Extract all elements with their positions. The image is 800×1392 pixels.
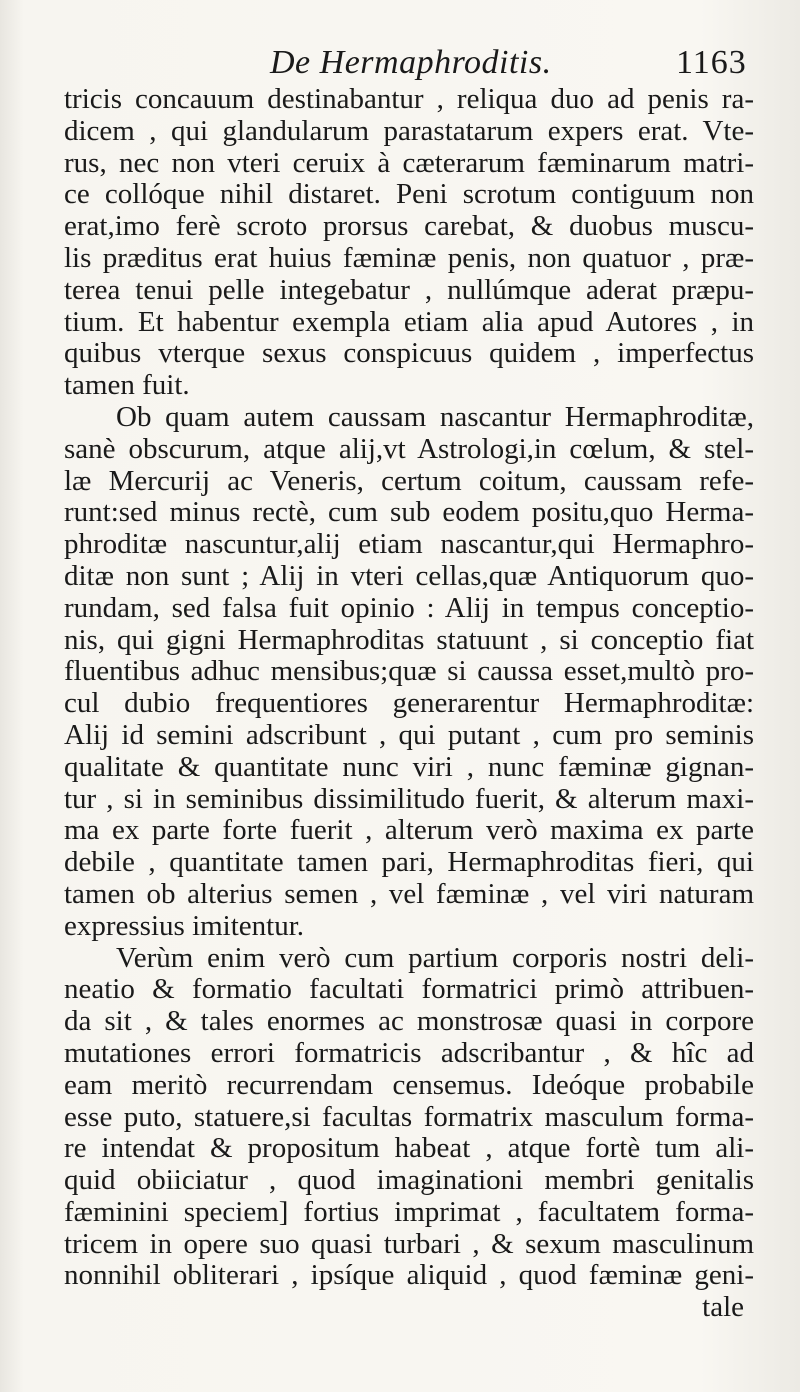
text-line: phroditæ nascuntur,alij etiam nascantur,qui Hermaphro- bbox=[64, 528, 754, 561]
text-line: nis, qui gigni Hermaphroditas statuunt , si conceptio fiat bbox=[64, 623, 754, 656]
text-line: lis præditus erat huius fæminæ penis, non quatuor , præ- bbox=[64, 241, 754, 274]
text-line: debile , quantitate tamen pari, Hermaphroditas fieri, qui bbox=[64, 846, 754, 879]
paragraph-start-line: Ob quam autem caussam nascantur Hermaphroditæ, bbox=[116, 400, 754, 433]
text-line: nonnihil obliterari , ipsíque aliquid , quod fæminæ geni- bbox=[64, 1259, 754, 1292]
text-line: eam meritò recurrendam censemus. Ideóque probabile bbox=[64, 1068, 754, 1101]
paragraph-start-line: Verùm enim verò cum partium corporis nostri deli- bbox=[116, 941, 754, 974]
text-line: da sit , & tales enormes ac monstrosæ quasi in corpore bbox=[64, 1005, 754, 1038]
text-line: cul dubio frequentiores generarentur Hermaphroditæ: bbox=[64, 687, 754, 720]
text-line: qualitate & quantitate nunc viri , nunc fæminæ gignan- bbox=[64, 750, 754, 783]
text-line: terea tenui pelle integebatur , nullúmque aderat præpu- bbox=[64, 273, 754, 306]
text-line: quibus vterque sexus conspicuus quidem , imperfectus bbox=[64, 337, 754, 370]
text-line: ce collóque nihil distaret. Peni scrotum contiguum non bbox=[64, 178, 754, 211]
body-text bbox=[64, 84, 754, 1324]
text-line: expressius imitentur. bbox=[64, 909, 305, 942]
page-number: 1163 bbox=[676, 44, 747, 81]
text-line: re intendat & propositum habeat , atque fortè tum ali- bbox=[64, 1132, 754, 1165]
text-line: ditæ non sunt ; Alij in vteri cellas,quæ Antiquorum quo- bbox=[64, 559, 754, 592]
text-line: tamen fuit. bbox=[64, 369, 190, 402]
text-line: quid obiiciatur , quod imaginationi membri genitalis bbox=[64, 1164, 754, 1197]
text-line: læ Mercurij ac Veneris, certum coitum, caussam refe- bbox=[64, 464, 754, 497]
text-line: tricem in opere suo quasi turbari , & sexum masculinum bbox=[64, 1227, 754, 1260]
text-line: tium. Et habentur exempla etiam alia apud Autores , in bbox=[64, 305, 754, 338]
text-line: erat,imo ferè scroto prorsus carebat, & duobus muscu- bbox=[64, 210, 754, 243]
catchword: tale bbox=[702, 1291, 744, 1324]
text-line: sanè obscurum, atque alij,vt Astrologi,in cœlum, & stel- bbox=[64, 432, 754, 465]
text-line: esse puto, statuere,si facultas formatrix masculum forma- bbox=[64, 1100, 754, 1133]
text-line: fluentibus adhuc mensibus;quæ si caussa esset,multò pro- bbox=[64, 655, 754, 688]
text-line: dicem , qui glandularum parastatarum expers erat. Vte- bbox=[64, 114, 754, 147]
text-line: Alij id semini adscribunt , qui putant , cum pro seminis bbox=[64, 718, 754, 751]
text-line: rundam, sed falsa fuit opinio : Alij in tempus conceptio- bbox=[64, 591, 754, 624]
text-line: neatio & formatio facultati formatrici primò attribuen- bbox=[64, 973, 754, 1006]
text-line: fæminini speciem] fortius imprimat , facultatem forma- bbox=[64, 1195, 754, 1228]
text-line: mutationes errori formatricis adscribantur , & hîc ad bbox=[64, 1036, 754, 1069]
text-line: tamen ob alterius semen , vel fæminæ , vel viri naturam bbox=[64, 877, 754, 910]
text-line: rus, nec non vteri ceruix à cæterarum fæminarum matri- bbox=[64, 146, 754, 179]
running-title: De Hermaphroditis. bbox=[270, 44, 552, 81]
text-line: tur , si in seminibus dissimilitudo fuerit, & alterum maxi- bbox=[64, 782, 754, 815]
text-line: ma ex parte forte fuerit , alterum verò maxima ex parte bbox=[64, 814, 754, 847]
text-line: runt:sed minus rectè, cum sub eodem positu,quo Herma- bbox=[64, 496, 754, 529]
text-line: tricis concauum destinabantur , reliqua duo ad penis ra- bbox=[64, 83, 754, 115]
